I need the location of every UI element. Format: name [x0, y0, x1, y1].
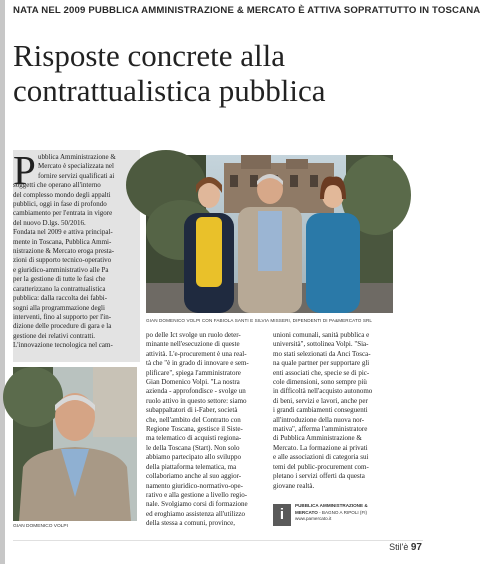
right-column — [273, 331, 393, 491]
body-line: del complesso mondo degli appalti — [13, 190, 111, 199]
group-photo — [146, 155, 393, 313]
body-line: all'introduzione della nuova nor- — [273, 415, 365, 424]
page-footer — [362, 542, 422, 553]
body-line: sogni alla programmazione degli — [13, 303, 105, 312]
body-line: rativo e alla gestione a livello regio- — [146, 490, 248, 499]
body-line: caratterizzano la contrattualistica — [13, 284, 106, 293]
body-line: della stessa a comuni, province, — [146, 519, 236, 528]
body-line: Fondata nel 2009 e attiva principal- — [13, 228, 113, 237]
body-line: cole dimensioni, sono sempre più — [273, 378, 367, 387]
body-line: ruolo attivo in questo settore: siamo — [146, 396, 247, 405]
body-line: zioni di supporto tecnico-operativo — [13, 256, 112, 265]
body-line: di beni, servizi e lavori, anche per — [273, 396, 368, 405]
page-number: 97 — [410, 542, 422, 553]
middle-column — [146, 331, 266, 529]
body-line: dizione delle procedure di gara e la — [13, 322, 112, 331]
company-info-box — [273, 502, 397, 530]
body-line: ma telematico di acquisti regiona- — [146, 434, 242, 443]
drop-cap: P — [13, 147, 36, 193]
portrait-photo — [13, 367, 137, 521]
kicker: NATA NEL 2009 PUBBLICA AMMINISTRAZIONE & MERCATO È ATTIVA SOPRATTUTTO IN TOSCANA — [13, 5, 480, 16]
body-line: temi del public-procurement com- — [273, 462, 369, 471]
body-line: tà che "è in grado di innovare e sem- — [146, 359, 249, 368]
magazine-name: Stil'è — [389, 542, 409, 552]
headline-line-2: contrattualistica pubblica — [13, 73, 326, 108]
group-photo-illustration — [146, 155, 393, 313]
body-line: della piattaforma telematica, ma — [146, 462, 237, 471]
body-line: Regione Toscana, gestisce il Siste- — [146, 425, 243, 434]
portrait-illustration — [13, 367, 137, 521]
body-line: cambiamento per l'entrata in vigore — [13, 209, 113, 218]
body-line: soggetti che operano all'interno — [13, 181, 101, 190]
body-line: fornire servizi qualificati ai — [38, 171, 115, 180]
body-line: unioni comunali, sanità pubblica e — [273, 331, 370, 339]
body-line: mo stati selezionati da Anci Tosca- — [273, 349, 371, 358]
body-line: pletano i servizi offerti da questa — [273, 472, 365, 481]
body-line: nale. Svolgiamo corsi di formazione — [146, 500, 248, 509]
portrait-caption: GIAN DOMENICO VOLPI — [13, 524, 68, 529]
body-line: università", sottolinea Volpi. "Sia- — [273, 340, 369, 349]
body-line: minante nell'esecuzione di queste — [146, 340, 240, 349]
body-line: del nuovo D.lgs. 50/2016. — [13, 218, 86, 227]
body-line: enti associati che, specie se di pic- — [273, 368, 370, 377]
company-info-text — [295, 503, 397, 523]
group-photo-caption: GIAN DOMENICO VOLPI CON FABIOLA SANTI E SILVIA MISSERI, DIPENDENTI DI PA&MERCATO SRL — [146, 318, 373, 323]
body-line: namento giuridico-normativo-ope- — [146, 481, 243, 490]
body-line: subappaltatori di i-Faber, società — [146, 406, 238, 415]
body-line: nistrazione & Mercato eroga presta- — [13, 247, 115, 256]
body-line: mativa", afferma l'amministratore — [273, 425, 368, 434]
body-line: i grandi cambiamenti conseguenti — [273, 406, 368, 415]
body-line: mente in Toscana, Pubblica Ammi- — [13, 237, 112, 246]
body-line: interventi, fino al supporto per l'in- — [13, 312, 112, 321]
body-line: attività. L'e-procurement è una real- — [146, 349, 247, 358]
body-line: po delle Ict svolge un ruolo deter- — [146, 331, 241, 339]
company-name: PUBBLICA AMMINISTRAZIONE & — [295, 503, 368, 508]
body-line: e giuridico-amministrativo alle Pa — [13, 265, 109, 274]
body-line: e alle associazioni di categoria sui — [273, 453, 369, 462]
body-line: ubblica Amministrazione & — [38, 153, 116, 161]
body-line: abbiamo partecipato allo sviluppo — [146, 453, 242, 462]
body-line: le della Toscana (Start). Non solo — [146, 443, 240, 452]
body-line: pubblica: dalla raccolta dei fabbi- — [13, 294, 108, 303]
body-line: collaboriamo anche al suo aggior- — [146, 472, 242, 481]
body-line: ed eroghiamo assistenza all'utilizzo — [146, 509, 246, 518]
body-line: che, nell'ambito del Contratto con — [146, 415, 241, 424]
intro-column — [13, 147, 138, 351]
body-line: L'innovazione tecnologica nel cam- — [13, 341, 113, 350]
body-line: pubblici, oggi in fase di profondo — [13, 200, 107, 209]
headline — [13, 38, 413, 108]
left-edge-strip — [0, 0, 5, 564]
body-line: na quale partner per supportare gli — [273, 359, 370, 368]
body-line: Mercato è specializzata nel — [38, 162, 114, 171]
headline-line-1: Risposte concrete alla — [13, 38, 286, 73]
company-website[interactable]: www.pamercato.it — [295, 516, 332, 521]
body-line: azienda - approfondisce - svolge un — [146, 387, 246, 396]
body-line: Gian Domenico Volpi. "La nostra — [146, 378, 240, 387]
body-line: per la gestione di tutte le fasi che — [13, 275, 106, 284]
body-line: Mercato. La formazione ai privati — [273, 443, 368, 452]
info-icon: i — [273, 504, 291, 526]
body-line: plificare", spiega l'amministratore — [146, 368, 241, 377]
body-line: in difficoltà nell'acquisto autonomo — [273, 387, 373, 396]
body-line: di Pubblica Amministrazione & — [273, 434, 362, 443]
body-line: gestione dei relativi contratti. — [13, 331, 96, 340]
body-line: giovane realtà. — [273, 481, 315, 490]
company-location: MERCATO - BAGNO A RIPOLI (FI) — [295, 509, 368, 515]
footer-divider — [13, 540, 423, 541]
